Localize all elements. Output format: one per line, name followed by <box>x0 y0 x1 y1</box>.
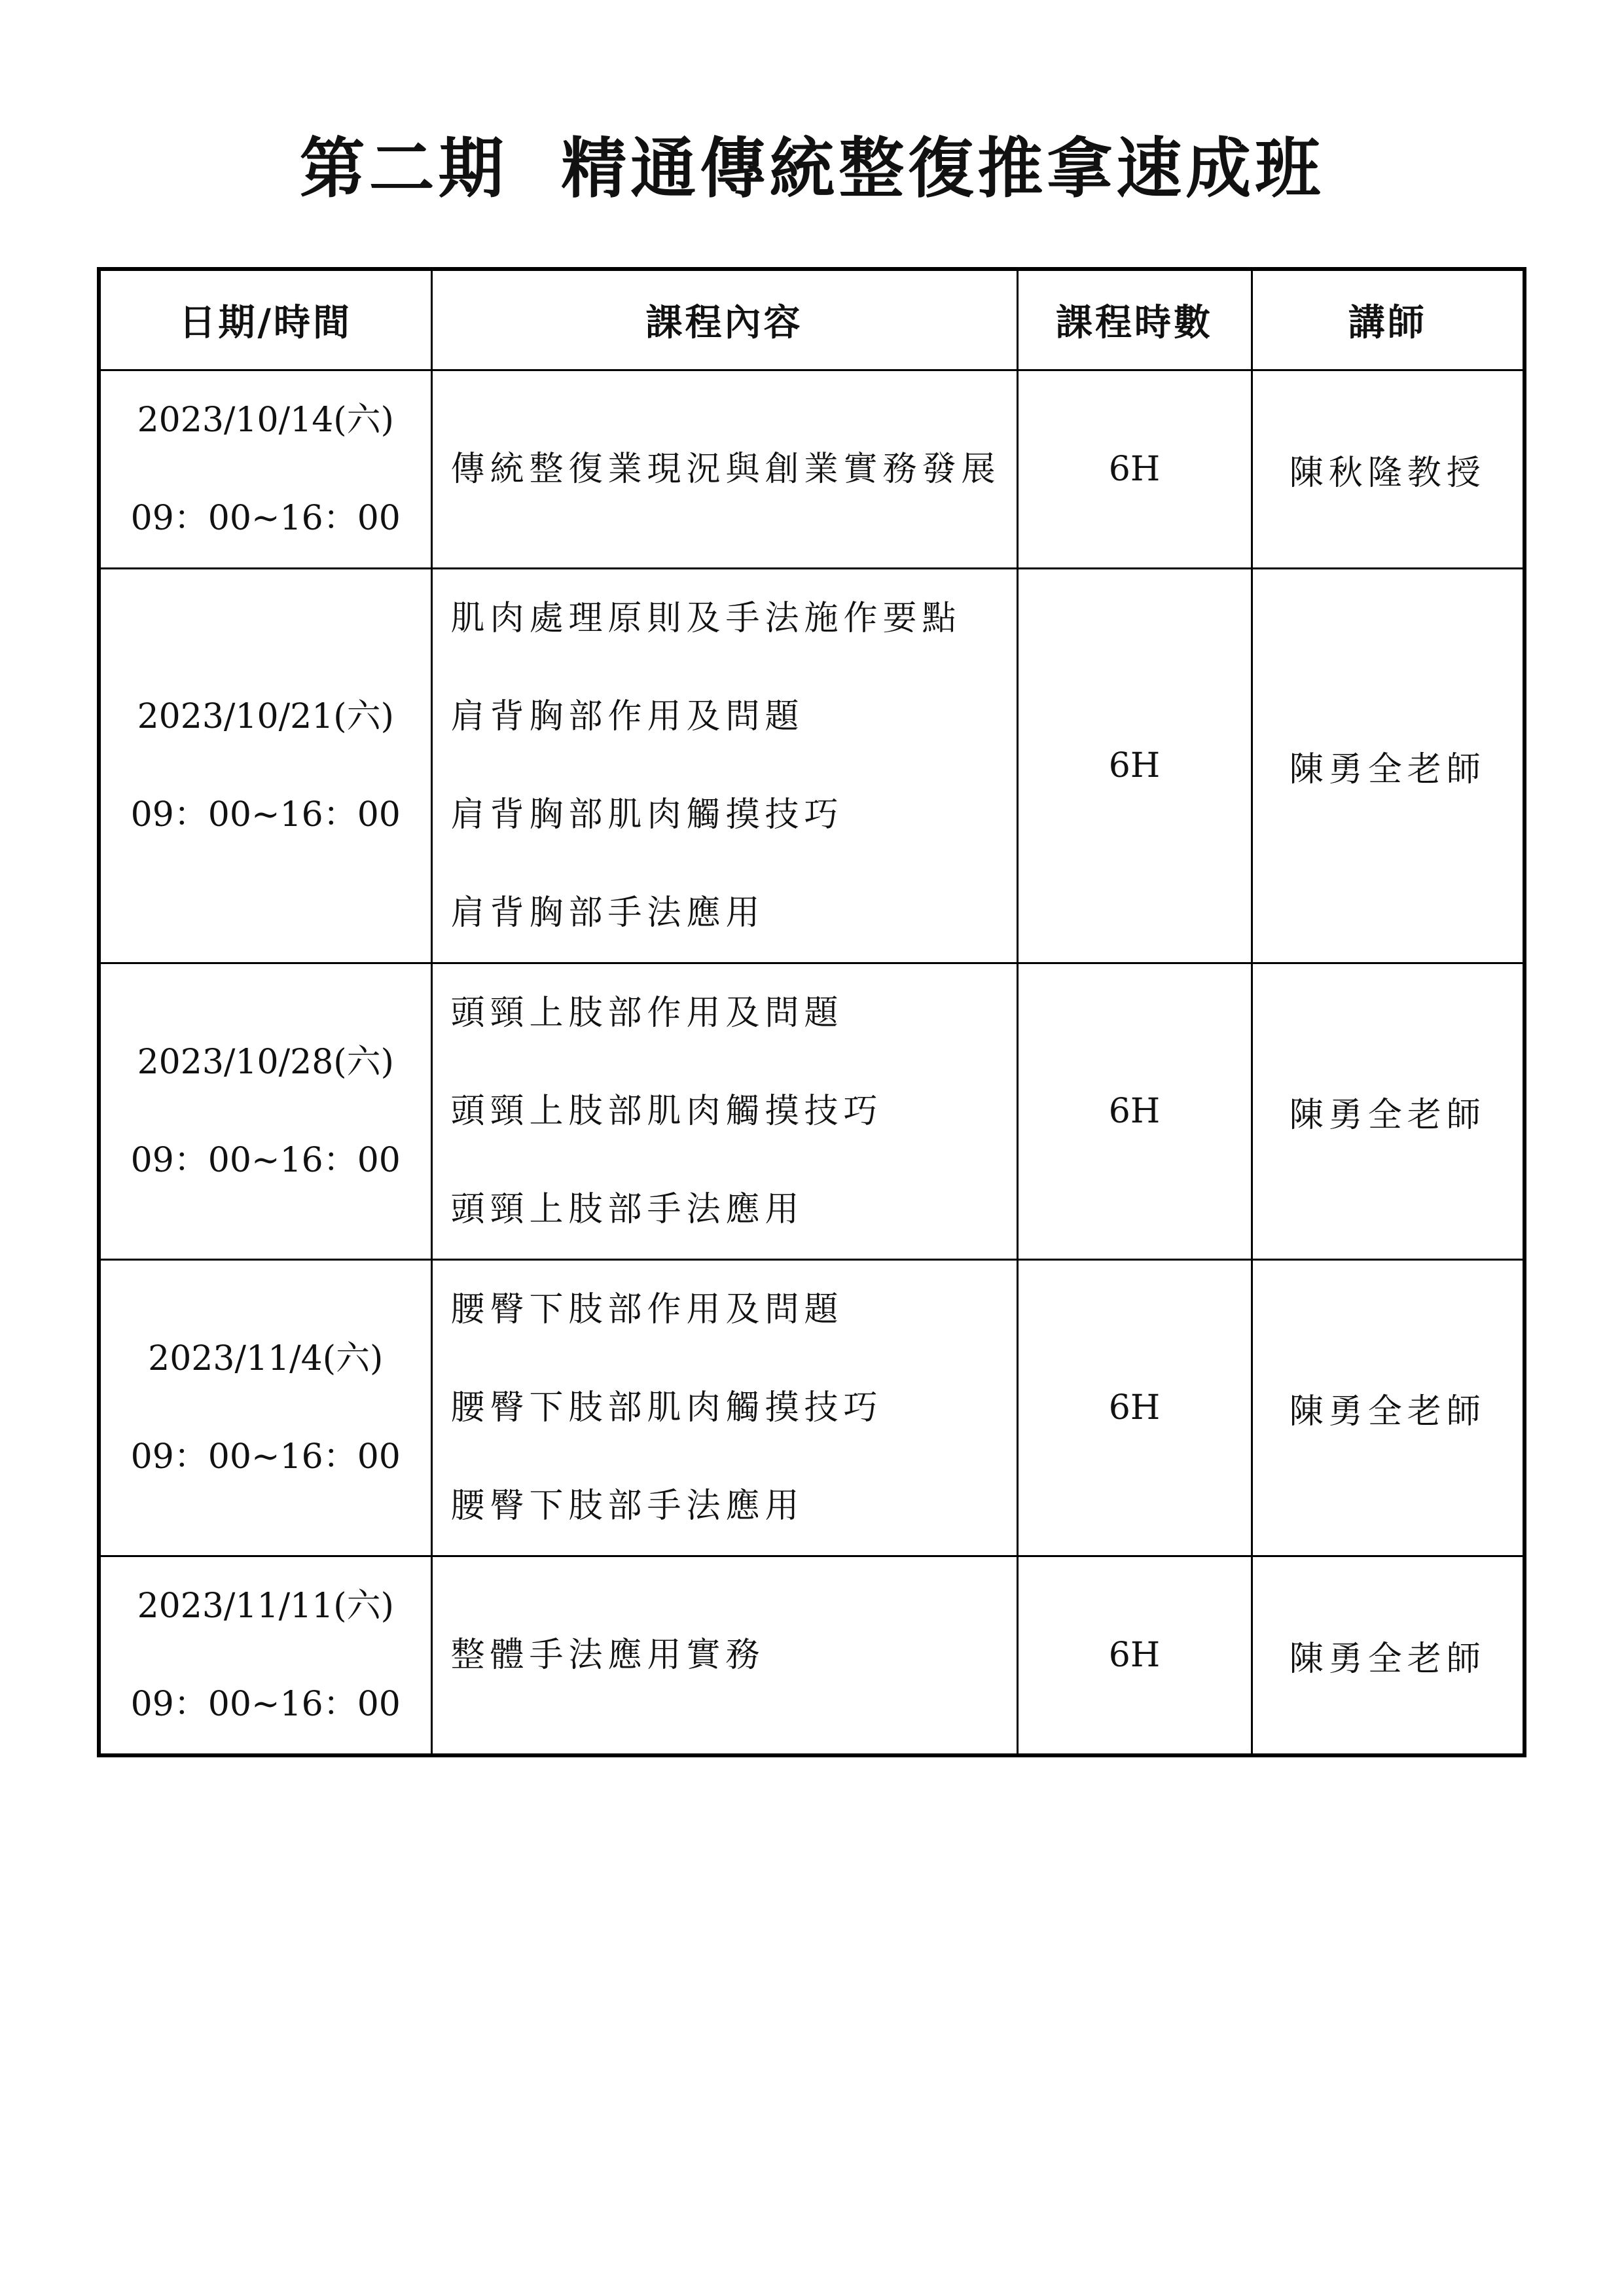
session-time: 09：00~16：00 <box>130 795 401 834</box>
session-time: 09：00~16：00 <box>130 1437 401 1477</box>
course-topic: 頭頸上肢部手法應用 <box>450 1190 804 1229</box>
teacher-name: 陳秋隆教授 <box>1252 370 1525 569</box>
course-topic: 肩背胸部作用及問題 <box>450 697 804 736</box>
session-date: 2023/10/28(六) <box>137 1043 394 1082</box>
course-topic: 腰臀下肢部手法應用 <box>450 1486 804 1526</box>
date-time-cell <box>99 1556 431 1756</box>
course-topic: 腰臀下肢部肌肉觸摸技巧 <box>450 1388 883 1427</box>
date-time-cell <box>99 569 431 963</box>
header-date-time: 日期/時間 <box>99 269 431 370</box>
teacher-name: 陳勇全老師 <box>1252 963 1525 1260</box>
course-topic: 整體手法應用實務 <box>450 1636 765 1675</box>
session-date: 2023/10/21(六) <box>137 697 394 736</box>
table-header-row <box>99 269 1525 370</box>
course-content-cell <box>431 1260 1017 1556</box>
course-content-cell <box>431 963 1017 1260</box>
course-topic: 肩背胸部手法應用 <box>450 893 765 933</box>
teacher-name: 陳勇全老師 <box>1252 1556 1525 1756</box>
course-topic: 肩背胸部肌肉觸摸技巧 <box>450 795 844 834</box>
course-hours: 6H <box>1017 963 1252 1260</box>
table-row <box>99 963 1525 1260</box>
course-hours: 6H <box>1017 1260 1252 1556</box>
header-course-hours: 課程時數 <box>1017 269 1252 370</box>
course-topic: 傳統整復業現況與創業實務發展 <box>450 450 1001 489</box>
teacher-name: 陳勇全老師 <box>1252 569 1525 963</box>
date-time-cell <box>99 370 431 569</box>
course-content-cell <box>431 569 1017 963</box>
course-hours: 6H <box>1017 569 1252 963</box>
teacher-name: 陳勇全老師 <box>1252 1260 1525 1556</box>
course-hours: 6H <box>1017 370 1252 569</box>
session-time: 09：00~16：00 <box>130 1685 401 1724</box>
course-topic: 頭頸上肢部作用及問題 <box>450 994 844 1033</box>
course-topic: 腰臀下肢部作用及問題 <box>450 1290 844 1329</box>
course-content-cell <box>431 1556 1017 1756</box>
course-schedule-table <box>97 267 1526 1757</box>
session-time: 09：00~16：00 <box>130 499 401 538</box>
course-hours: 6H <box>1017 1556 1252 1756</box>
header-course-content: 課程內容 <box>431 269 1017 370</box>
header-teacher: 講師 <box>1252 269 1525 370</box>
session-time: 09：00~16：00 <box>130 1141 401 1180</box>
table-row <box>99 370 1525 569</box>
table-row <box>99 1260 1525 1556</box>
table-row <box>99 569 1525 963</box>
date-time-cell <box>99 963 431 1260</box>
table-row <box>99 1556 1525 1756</box>
course-content-cell <box>431 370 1017 569</box>
session-date: 2023/11/11(六) <box>137 1587 394 1626</box>
course-topic: 頭頸上肢部肌肉觸摸技巧 <box>450 1092 883 1131</box>
page-title: 第二期 精通傳統整復推拿速成班 <box>299 130 1325 207</box>
date-time-cell <box>99 1260 431 1556</box>
session-date: 2023/10/14(六) <box>137 401 394 440</box>
course-topic: 肌肉處理原則及手法施作要點 <box>450 599 962 638</box>
session-date: 2023/11/4(六) <box>148 1339 384 1378</box>
